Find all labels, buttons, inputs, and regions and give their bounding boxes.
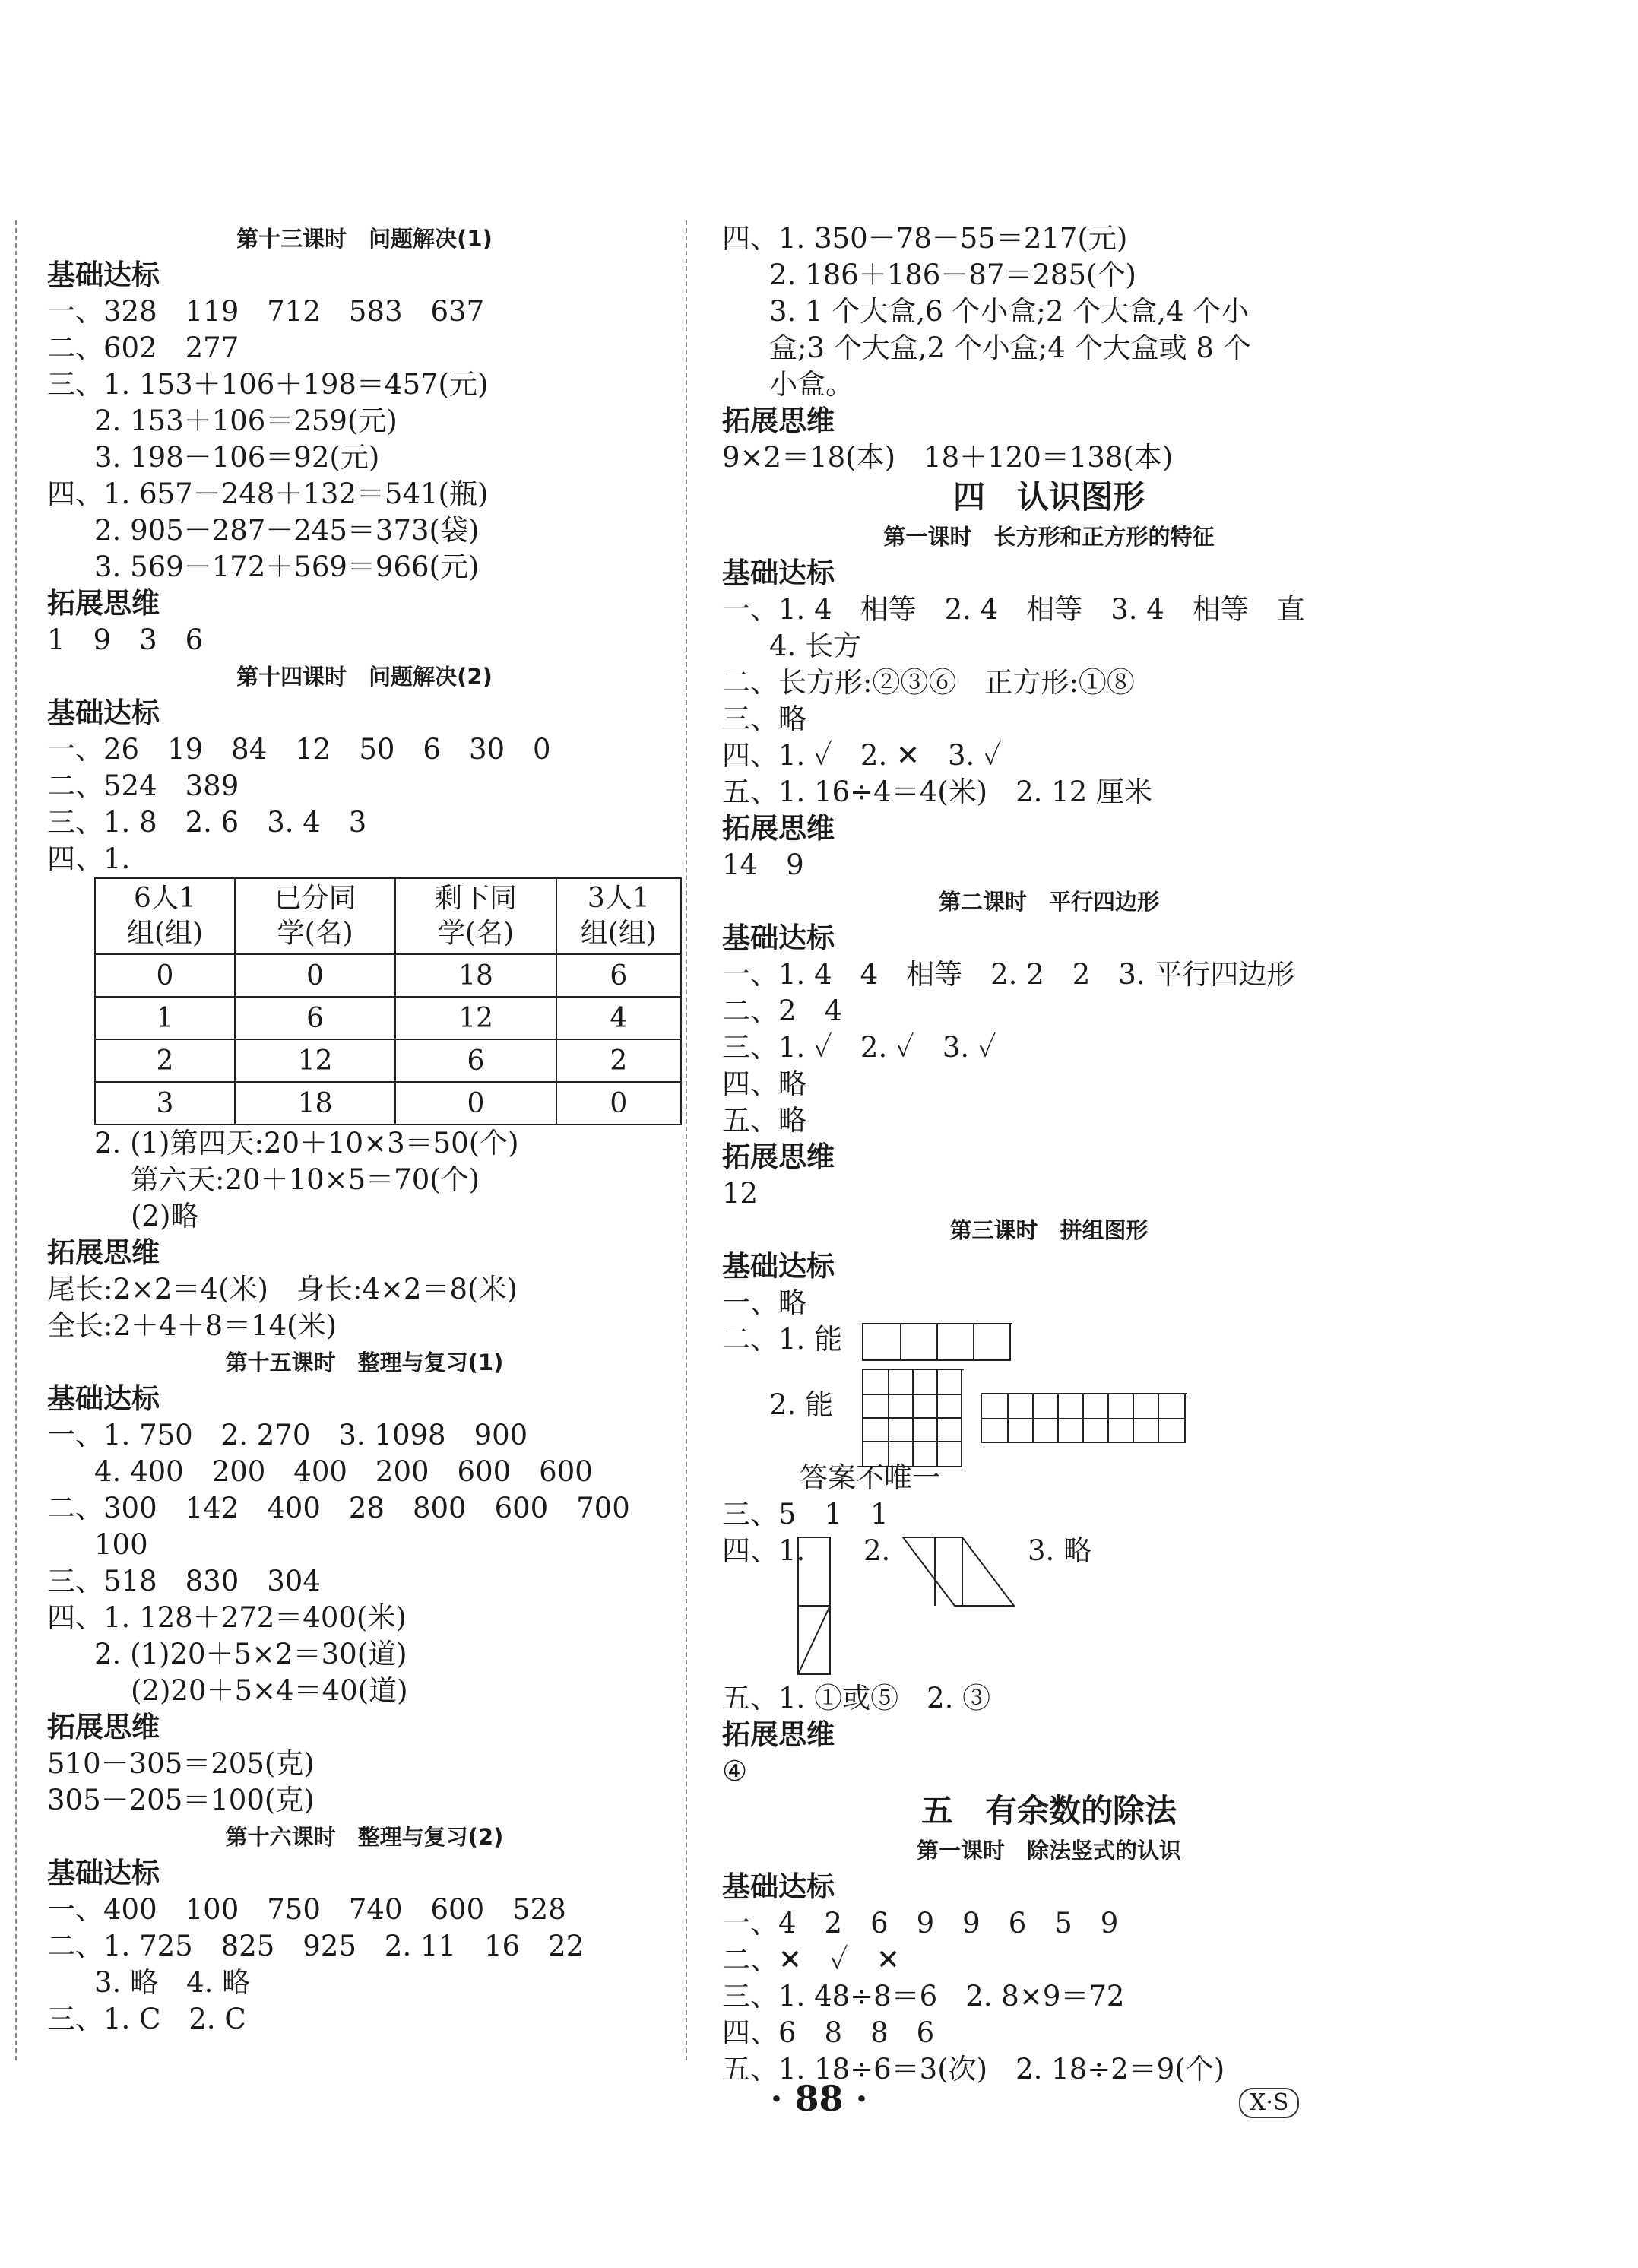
answer-line: 盒;3 个大盒,2 个小盒;4 个大盒或 8 个 <box>769 331 1251 364</box>
answer-line: 3. 1 个大盒,6 个小盒;2 个大盒,4 个小 <box>769 295 1250 328</box>
section-heading: 基础达标 <box>47 1857 160 1889</box>
table-header: 3人1 组(组) <box>556 878 681 954</box>
answer-line: 14 9 <box>722 849 804 881</box>
answer-line: 2. 153＋106＝259(元) <box>94 404 398 437</box>
answer-line <box>47 476 682 512</box>
answer-line: 四、1. ✓ 2. ✕ 3. ✓ <box>722 739 1002 772</box>
table-cell: 1 <box>95 997 235 1039</box>
answer-line <box>47 366 682 403</box>
answer-line: 一、4 2 6 9 9 6 5 9 <box>722 1907 1119 1940</box>
section-heading: 拓展思维 <box>47 1711 160 1743</box>
answer-line: 四、略 <box>722 1067 806 1100</box>
answer-line: 一、1. 4 相等 2. 4 相等 3. 4 相等 直 <box>722 593 1305 626</box>
answer-line: 三、1. ✓ 2. ✓ 3. ✓ <box>722 1031 996 1064</box>
table-cell: 2 <box>556 1039 681 1082</box>
table-header: 已分同 学(名) <box>235 878 395 954</box>
answer-line: 四、1. <box>47 842 131 875</box>
answer-line: 3. 569－172＋569＝966(元) <box>94 550 480 583</box>
answer-line: 二、1. 能 <box>722 1323 843 1356</box>
table-cell: 6 <box>235 997 395 1039</box>
answer-text: 1. 153＋106＋198＝457(元) <box>103 368 489 401</box>
grid-figure-block <box>722 1321 1376 1460</box>
answer-line: 一、略 <box>722 1286 806 1319</box>
answer-line: 二、2 4 <box>722 994 843 1027</box>
answer-line: 9×2＝18(本) 18＋120＝138(本) <box>722 441 1174 474</box>
unit-title: 五 有余数的除法 <box>920 1792 1177 1829</box>
table-row <box>95 1082 681 1124</box>
section-heading: 拓展思维 <box>722 1140 835 1173</box>
section-heading: 拓展思维 <box>47 587 160 620</box>
answer-line: 2. 能 <box>769 1388 834 1421</box>
answer-note: 答案不唯一 <box>800 1461 940 1494</box>
page-number: · 88 · <box>770 2078 868 2119</box>
lesson-title: 第十五课时 整理与复习(1) <box>225 1350 504 1375</box>
answer-line: 4. 长方 <box>769 630 862 662</box>
answer-line: 四、1. 128＋272＝400(米) <box>47 1601 407 1634</box>
answer-line: 2. (1)第四天:20＋10×3＝50(个) <box>94 1127 519 1159</box>
answer-line: 2. 186＋186－87＝285(个) <box>769 259 1136 291</box>
table-cell: 2 <box>95 1039 235 1082</box>
answer-line: 三、略 <box>722 703 806 735</box>
left-margin-rule <box>15 220 17 2060</box>
answer-line: 12 <box>722 1177 759 1210</box>
answer-line: 五、1. 18÷6＝3(次) 2. 18÷2＝9(个) <box>722 2053 1225 2086</box>
answer-line: (2)略 <box>131 1200 199 1232</box>
section-heading: 拓展思维 <box>47 1236 160 1269</box>
section-heading: 基础达标 <box>722 557 835 589</box>
table-cell: 0 <box>395 1082 556 1124</box>
lesson-title: 第十三课时 问题解决(1) <box>236 226 493 252</box>
answer-line: (2)20＋5×4＝40(道) <box>131 1674 408 1707</box>
answer-line: 四、1. <box>722 1534 806 1567</box>
answer-line: 四、1. 350－78－55＝217(元) <box>722 222 1128 255</box>
answer-line: 一、400 100 750 740 600 528 <box>47 1893 566 1926</box>
table-cell: 3 <box>95 1082 235 1124</box>
table-cell: 0 <box>556 1082 681 1124</box>
right-column <box>722 220 1376 2088</box>
answer-line: 四、6 8 8 6 <box>722 2016 935 2049</box>
answer-line: 100 <box>94 1528 148 1561</box>
table-cell: 0 <box>235 954 395 997</box>
answer-line: 三、1. 8 2. 6 3. 4 3 <box>47 806 367 839</box>
table-header: 剩下同 学(名) <box>395 878 556 954</box>
section-heading: 拓展思维 <box>722 404 835 437</box>
parallelogram-split-figure <box>901 1536 1015 1609</box>
answer-line: 五、略 <box>722 1104 806 1137</box>
section-heading: 拓展思维 <box>722 812 835 845</box>
answer-line: 一、26 19 84 12 50 6 30 0 <box>47 733 551 766</box>
left-column <box>47 220 682 2038</box>
rectangle-split-figure <box>797 1536 835 1677</box>
answer-line: 3. 略 4. 略 <box>94 1966 251 1999</box>
lesson-title: 第二课时 平行四边形 <box>938 889 1159 915</box>
section-heading: 基础达标 <box>47 259 160 291</box>
answer-line: 一、328 119 712 583 637 <box>47 295 485 328</box>
answer-line: 3. 198－106＝92(元) <box>94 441 380 474</box>
table-row <box>95 954 681 997</box>
table-cell: 18 <box>235 1082 395 1124</box>
answer-line: 全长:2＋4＋8＝14(米) <box>47 1309 337 1342</box>
table-row <box>95 997 681 1039</box>
edition-tag: X·S <box>1239 2088 1299 2118</box>
answer-line: 510－305＝205(克) <box>47 1747 315 1780</box>
answer-line: 1 9 3 6 <box>47 623 204 656</box>
answer-line: 第六天:20＋10×5＝70(个) <box>131 1163 480 1196</box>
answer-line: 二、300 142 400 28 800 600 700 <box>47 1492 630 1524</box>
answer-line: 2. (1)20＋5×2＝30(道) <box>94 1638 407 1670</box>
answer-line: 二、1. 725 825 925 2. 11 16 22 <box>47 1930 585 1962</box>
answer-line: 4. 400 200 400 200 600 600 <box>94 1455 593 1488</box>
answer-line: 二、602 277 <box>47 331 239 364</box>
section-heading: 基础达标 <box>722 921 835 954</box>
answer-line: 二、长方形:②③⑥ 正方形:①⑧ <box>722 666 1135 699</box>
section-heading: 基础达标 <box>722 1250 835 1283</box>
answer-line: 3. 略 <box>1028 1534 1092 1567</box>
answer-text: 1. 657－248＋132＝541(瓶) <box>103 477 489 510</box>
answer-prefix: 三、 <box>47 368 103 401</box>
section-heading: 基础达标 <box>47 696 160 729</box>
table-row <box>95 1039 681 1082</box>
answer-line: 二、524 389 <box>47 769 239 802</box>
answer-line: 三、518 830 304 <box>47 1565 321 1597</box>
lesson-title: 第十六课时 整理与复习(2) <box>225 1824 504 1850</box>
answer-line: 305－205＝100(克) <box>47 1784 315 1816</box>
answer-line: 三、5 1 1 <box>722 1498 889 1531</box>
square-grid-figure <box>862 1369 964 1467</box>
table-header: 6人1 组(组) <box>95 878 235 954</box>
lesson-title: 第一课时 长方形和正方形的特征 <box>883 524 1215 550</box>
answer-line: 二、✕ ✓ ✕ <box>722 1943 900 1976</box>
table-cell: 0 <box>95 954 235 997</box>
lesson-title: 第一课时 除法竖式的认识 <box>916 1838 1181 1864</box>
column-divider <box>686 220 687 2060</box>
shape-figure-block <box>722 1533 1376 1680</box>
table-cell: 6 <box>556 954 681 997</box>
answer-line: 五、1. 16÷4＝4(米) 2. 12 厘米 <box>722 776 1153 808</box>
answer-table <box>94 877 682 1125</box>
answer-prefix: 四、 <box>47 477 103 510</box>
answer-line: 一、1. 4 4 相等 2. 2 2 3. 平行四边形 <box>722 958 1295 991</box>
table-cell: 4 <box>556 997 681 1039</box>
answer-line: 2. 905－287－245＝373(袋) <box>94 514 480 547</box>
square-strip-figure <box>862 1323 1012 1361</box>
answer-line: 三、1. 48÷8＝6 2. 8×9＝72 <box>722 1980 1125 2013</box>
unit-title: 四 认识图形 <box>952 478 1145 515</box>
answer-line: 2. <box>863 1534 891 1567</box>
section-heading: 拓展思维 <box>722 1718 835 1751</box>
answer-line: 五、1. ①或⑤ 2. ③ <box>722 1682 991 1714</box>
square-strip-2x8-figure <box>981 1393 1187 1443</box>
answer-line: ④ <box>722 1755 748 1787</box>
answer-line: 三、1. C 2. C <box>47 2003 246 2035</box>
table-cell: 6 <box>395 1039 556 1082</box>
table-cell: 12 <box>395 997 556 1039</box>
table-cell: 18 <box>395 954 556 997</box>
answer-line: 尾长:2×2＝4(米) 身长:4×2＝8(米) <box>47 1273 518 1305</box>
lesson-title: 第三课时 拼组图形 <box>949 1217 1149 1243</box>
section-heading: 基础达标 <box>722 1870 835 1903</box>
answer-line: 一、1. 750 2. 270 3. 1098 900 <box>47 1419 528 1451</box>
section-heading: 基础达标 <box>47 1382 160 1415</box>
table-cell: 12 <box>235 1039 395 1082</box>
answer-line: 小盒。 <box>769 368 854 401</box>
lesson-title: 第十四课时 问题解决(2) <box>236 664 493 690</box>
